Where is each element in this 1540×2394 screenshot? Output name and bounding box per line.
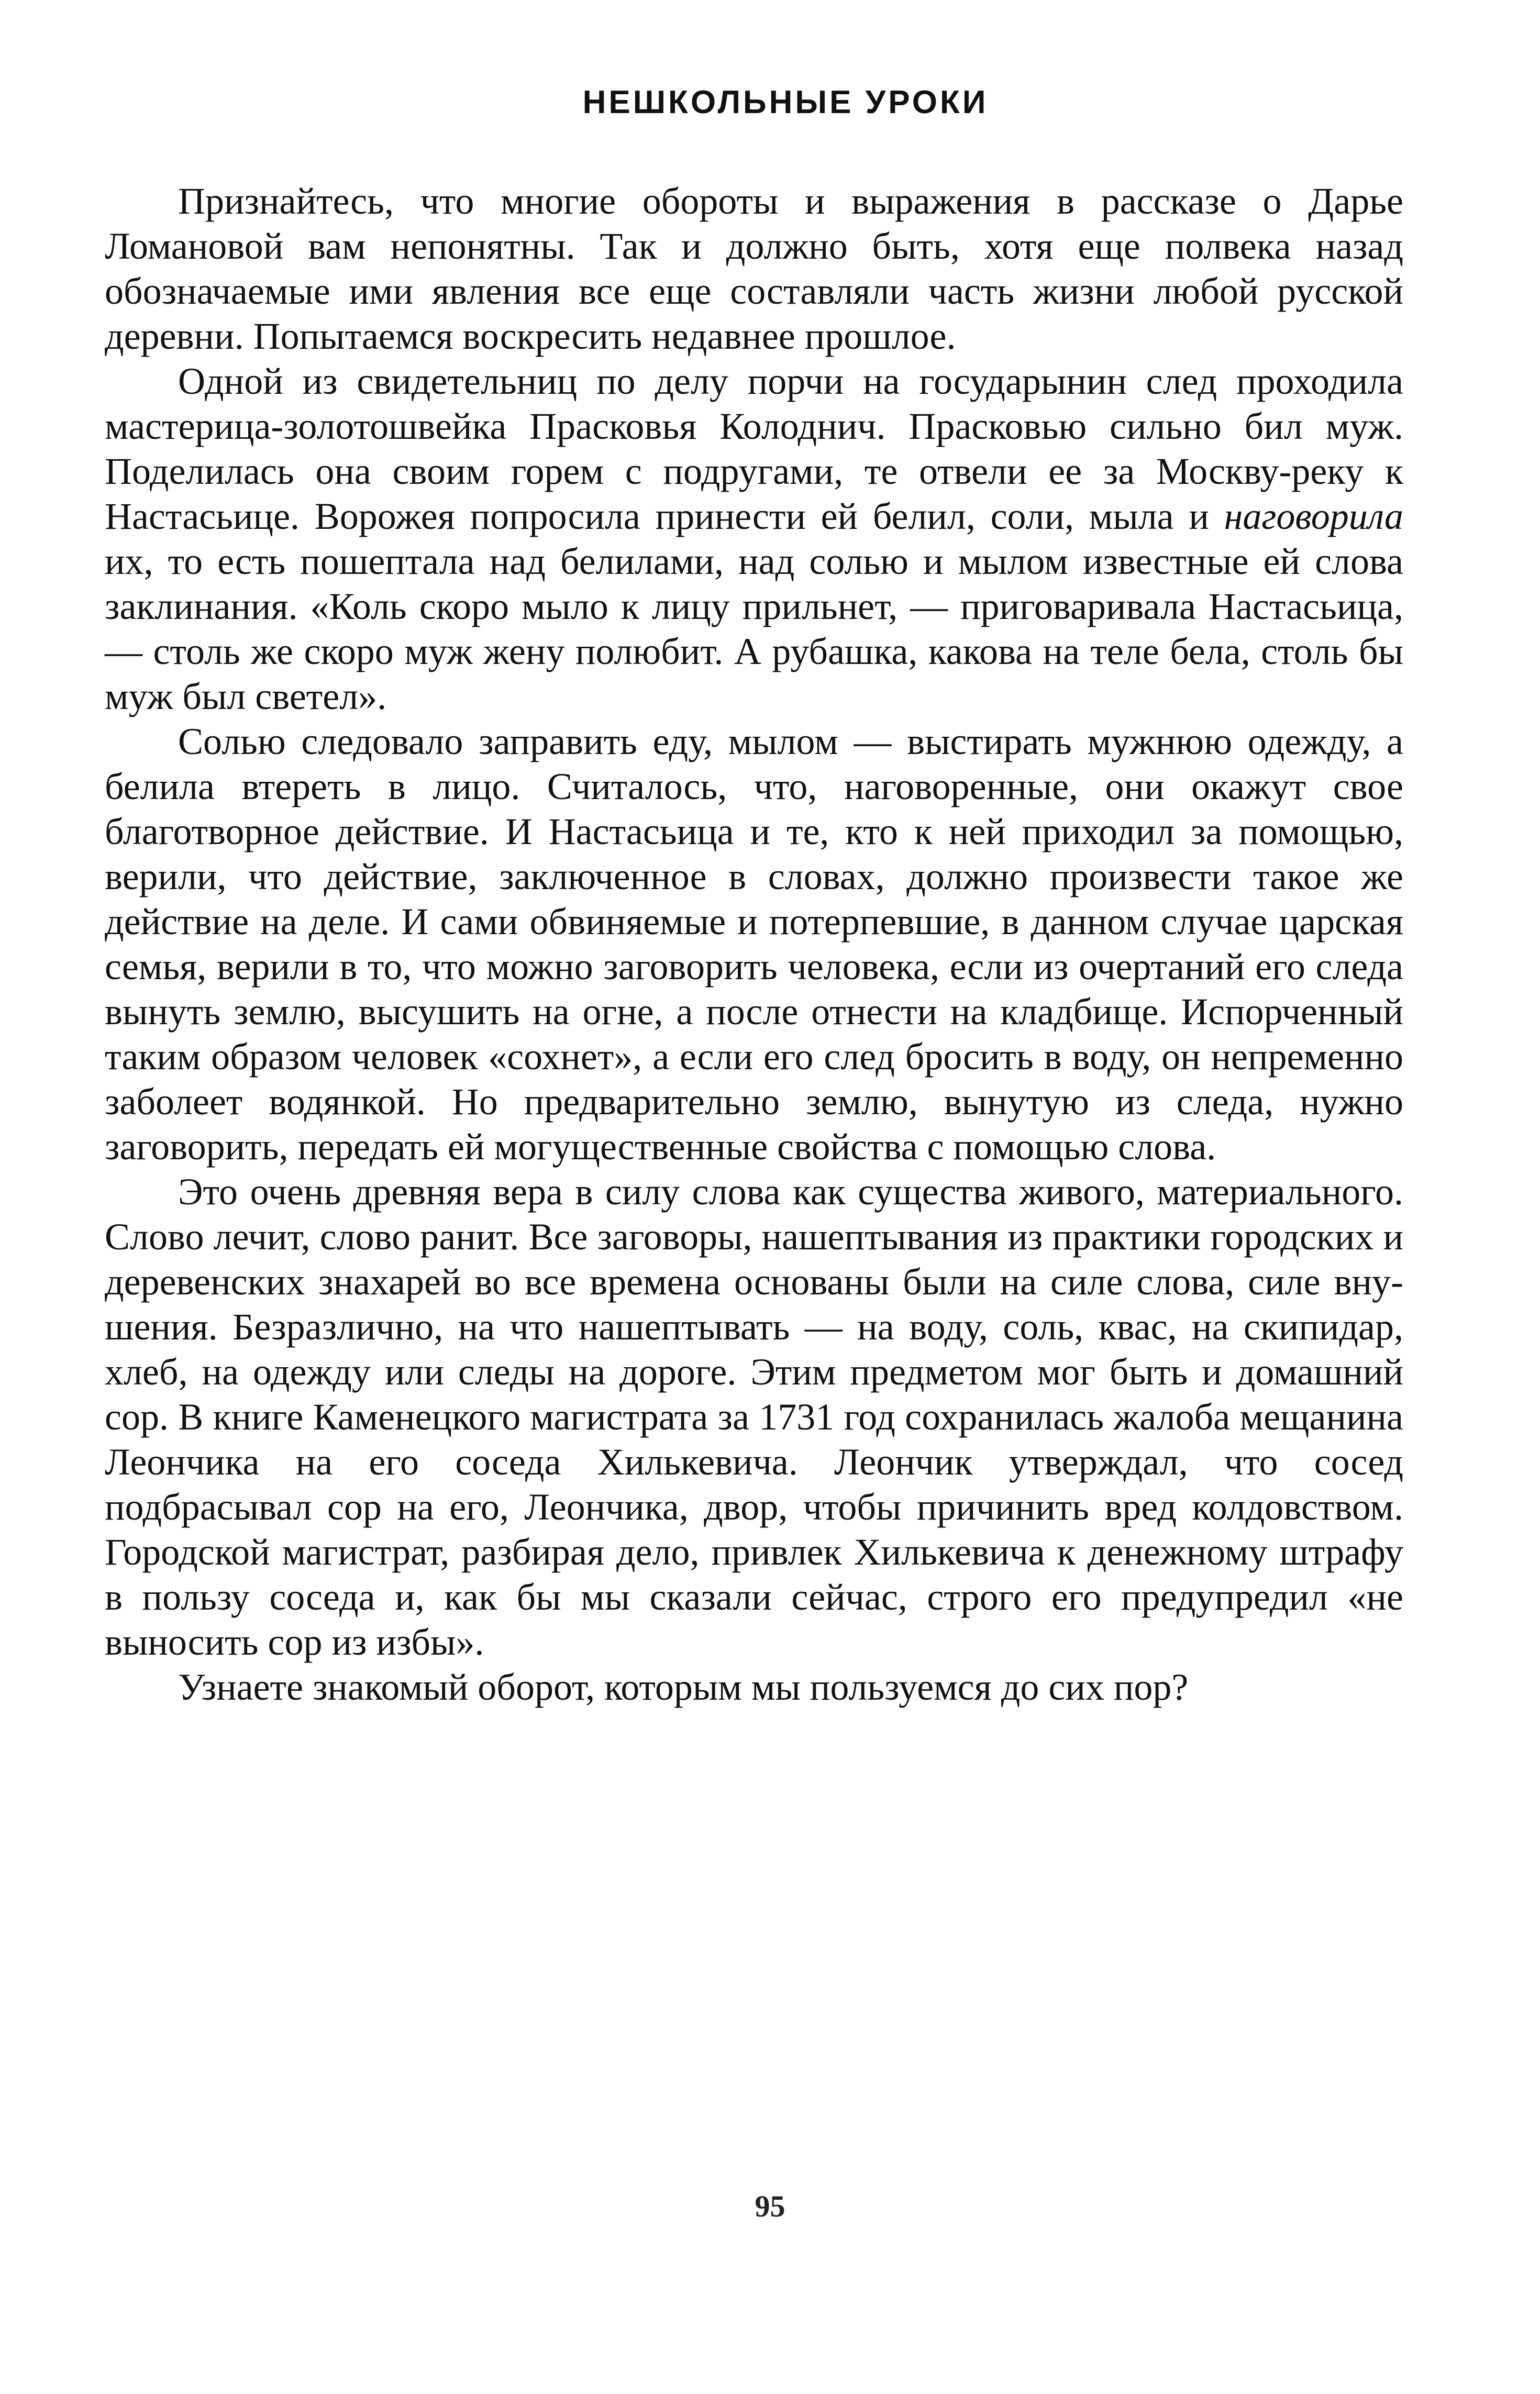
paragraph-3: Солью следовало заправить еду, мылом — выстирать мужнюю одежду, а белила втереть в лицо. Считалось, что, наговоренные, они окажут свое благотворное действие. И Настасьица и те, кто к ней приходил за помощью, верили, что действие, заключенное в словах, должно произвести такое же действие на деле. И сами обвиняемые и потерпевшие, в данном случае царская семья, верили в то, что можно заговорить человека, если из очертаний его следа вынуть землю, высушить на огне, а после отнести на кладбище. Испорченный таким образом человек «сохнет», а если его след бросить в воду, он непременно заболеет водянкой. Но предварительно землю, вынутую из следа, нужно заговорить, передать ей могущественные свойства с помощью слова. [105,721,1403,1168]
chapter-heading: НЕШКОЛЬНЫЕ УРОКИ [582,84,989,120]
paragraph-5: Узнаете знакомый оборот, которым мы пользуемся до сих пор? [178,1666,1189,1708]
body-text [105,179,1403,1710]
paragraph-2 [105,359,1403,719]
paragraph-2-part-a: Одной из свидетельниц по делу порчи на государынин след проходила мастерица-золотошвейка Прасковья Колоднич. Прасковью сильно бил муж. Поделилась она своим горем с подругами, те отвели ее за Москву-реку к Настасьице. Ворожея попросила принести ей белил, соли, мыла и [105,360,1403,537]
paragraph-4: Это очень древняя вера в силу слова как существа живого, материального. Слово лечит, слово ранит. Все заговоры, нашептывания из практики городских и деревенских знахарей во все времена основаны были на силе слова, силе внушения. Безразлично, на что нашептывать — на воду, соль, квас, на скипидар, хлеб, на одежду или следы на дороге. Этим предметом мог быть и домашний сор. В книге Каменецкого магистрата за 1731 год сохранилась жалоба мещанина Леончика на его соседа Хилькевича. Леончик утверждал, что сосед подбрасывал сор на его, Леончика, двор, чтобы причинить вред колдовством. Городской магистрат, разбирая дело, привлек Хилькевича к денежному штрафу в пользу соседа и, как бы мы сказали сейчас, строго его предупредил «не выносить сор из избы». [105,1171,1403,1663]
paragraph-2-italic-word: наговорила [1224,495,1403,537]
paragraph-2-part-b: их, то есть пошептала над белилами, над солью и мылом известные ей слова заклинания. «Коль скоро мыло к лицу прильнет, — приговаривала Настасьица, — столь же скоро муж жену полюбит. А рубашка, какова на теле бела, столь бы муж был светел». [105,540,1403,717]
paragraph-1: Признайтесь, что многие обороты и выражения в рассказе о Дарье Ломановой вам непонятны. Так и должно быть, хотя еще полвека назад обозначаемые ими явления все еще составляли часть жизни любой русской деревни. Попытаемся воскресить недавнее прошлое. [105,180,1403,357]
page-number: 95 [755,2189,785,2223]
book-page [105,84,1403,1710]
